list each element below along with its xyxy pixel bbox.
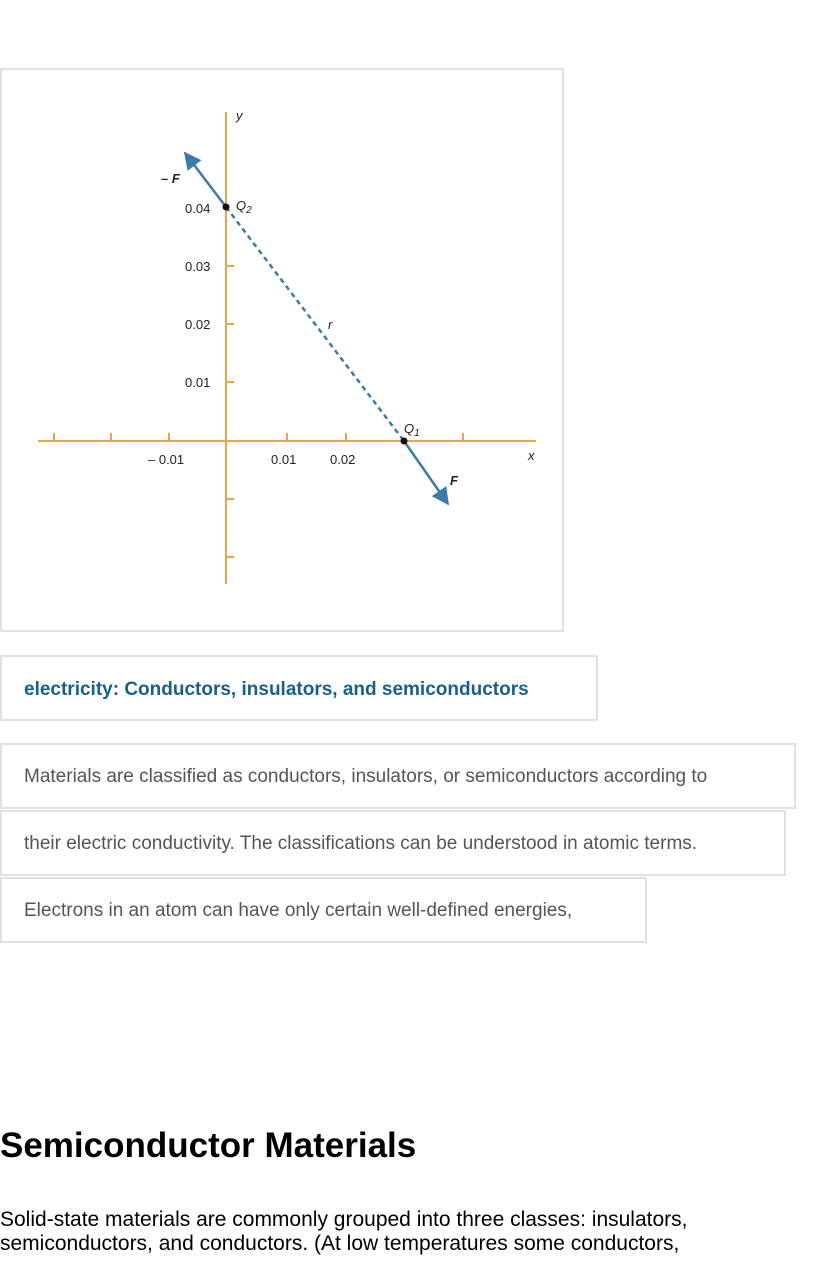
y-tick-label: 0.04 — [185, 201, 211, 216]
charge-q2-point — [223, 204, 230, 211]
y-axis-label: y — [236, 108, 243, 123]
force-label: F — [450, 473, 458, 488]
section-heading: Semiconductor Materials — [0, 1126, 417, 1165]
charge-q2-label: $Q_2$ — [236, 198, 252, 216]
snippet-line[interactable] — [0, 743, 796, 809]
body-paragraph: Solid-state materials are commonly grouped into three classes: insulators, semiconductors, and conductors. (At low temperatures some conductors, — [0, 1208, 688, 1255]
distance-line — [226, 207, 404, 441]
snippet-text: Materials are classified as conductors, insulators, or semiconductors according to — [24, 766, 708, 787]
charge-q1-label: $Q_1$ — [404, 421, 420, 439]
x-tick-label: – 0.01 — [148, 452, 185, 467]
y-tick-label: 0.01 — [185, 375, 211, 390]
y-tick-label: 0.03 — [185, 259, 211, 274]
figure-card[interactable] — [0, 68, 564, 632]
y-tick-marks — [226, 266, 234, 557]
snippet-text: their electric conductivity. The classifications can be understood in atomic terms. — [24, 833, 698, 854]
charge-q1-point — [401, 438, 408, 445]
coulomb-diagram — [2, 70, 566, 634]
related-article-link[interactable]: electricity: Conductors, insulators, and semiconductors — [24, 679, 529, 700]
related-link-card[interactable] — [0, 655, 598, 721]
distance-label: r — [328, 317, 333, 332]
snippet-line[interactable] — [0, 810, 786, 876]
force-vector — [404, 441, 448, 504]
force-vector-negative — [185, 153, 226, 207]
x-tick-label: 0.01 — [271, 452, 297, 467]
force-negative-label: – F — [161, 171, 180, 186]
y-tick-label: 0.02 — [185, 317, 211, 332]
x-tick-label: 0.02 — [330, 452, 356, 467]
snippet-line[interactable] — [0, 877, 647, 943]
snippet-text: Electrons in an atom can have only certain well-defined energies, — [24, 900, 573, 921]
x-axis-label: x — [528, 448, 535, 463]
